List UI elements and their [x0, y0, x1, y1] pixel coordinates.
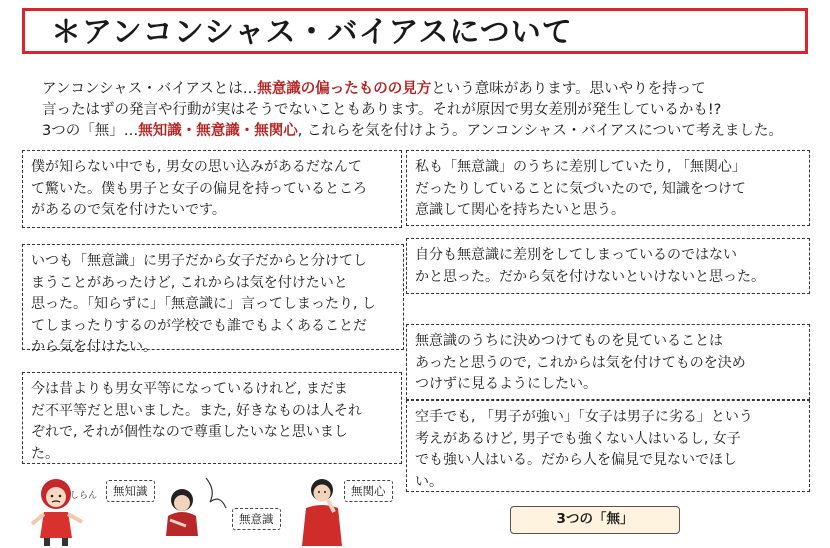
- comment-line: あったと思うので, これからは気を付けてものを決め: [415, 354, 746, 371]
- comment-line: た。: [31, 445, 59, 462]
- comment-box-left-2: [22, 244, 404, 355]
- intro-text: , これらを気を付けよう。アンコンシャス・バイアスについて考えました。: [297, 123, 783, 139]
- intro-line-3: [42, 121, 812, 142]
- comment-line: ぞれで, それが個性なので尊重したいなと思いまし: [31, 424, 348, 440]
- comment-line: 思った。「知らずに」「無意識に」言ってしまったり, し: [31, 296, 376, 312]
- comment-line: 僕が知らない中でも, 男女の思い込みがあるだなんて: [31, 159, 362, 175]
- girl-shrug-illustration: [28, 474, 98, 546]
- comment-box-right-4: [406, 400, 810, 492]
- intro-line-1: [42, 79, 812, 100]
- comment-line: まうことがあったけど, これからは気を付けたいと: [31, 274, 348, 291]
- intro-emphasis: 無知識・無意識・無関心: [138, 123, 298, 139]
- motion-lines-icon: [202, 474, 232, 514]
- comment-line: 私も「無意識」のうちに差別していたり, 「無関心」: [415, 159, 746, 175]
- comment-line: があるので気を付けたいです。: [31, 202, 226, 218]
- label-mu-ishiki: 無意識: [232, 508, 281, 530]
- comment-line: から気を付けたい。: [31, 339, 157, 355]
- comment-line: つけずに見るようにしたい。: [415, 376, 597, 392]
- comment-box-left-3: [22, 372, 402, 464]
- intro-emphasis: 無意識の偏ったものの見方: [257, 81, 432, 97]
- comment-box-left-1: [22, 150, 402, 228]
- comment-line: 空手でも, 「男子が強い」「女子は男子に劣る」という: [415, 409, 753, 425]
- comment-line: 意識して関心を持ちたいと思う。: [415, 202, 625, 218]
- intro-text: という意味があります。思いやりを持って: [431, 81, 706, 97]
- intro-text: アンコンシャス・バイアスとは…: [42, 81, 258, 97]
- title-box: [22, 8, 808, 54]
- comment-line: だ不平等だと思いました。また, 好きなものは人それ: [31, 402, 362, 419]
- comment-line: いつも「無意識」に男子だから女子だからと分けてし: [31, 253, 367, 269]
- label-mu-chishiki: 無知識: [106, 480, 155, 502]
- label-mu-kanshin: 無関心: [344, 480, 393, 502]
- comment-line: だったりしていることに気づいたので, 知識をつけて: [415, 180, 746, 197]
- thinking-boy-illustration: [160, 486, 208, 540]
- intro-paragraph: [42, 79, 812, 142]
- comment-line: 考えがあるけど, 男子でも強くない人はいるし, 女子: [415, 430, 741, 447]
- comment-line: 無意識のうちに決めつけてものを見ていることは: [415, 333, 723, 349]
- page-title: ＊アンコンシャス・バイアスについて: [51, 15, 573, 50]
- intro-text: 3つの「無」…: [42, 123, 139, 139]
- comment-line: 今は昔よりも男女平等になっているけれど, まだま: [31, 381, 348, 397]
- comment-line: 自分も無意識に差別をしてしまっているのではない: [415, 247, 737, 263]
- comment-line: かと思った。だから気を付けないといけないと思った。: [415, 268, 765, 285]
- intro-line-2: 言ったはずの発言や行動が実はそうでないこともあります。それが原因で男女差別が発生しているかも!?: [42, 102, 722, 118]
- comment-line: て驚いた。僕も男子と女子の偏見を持っているところ: [31, 180, 367, 197]
- three-mu-badge: 3つの「無」: [510, 506, 680, 534]
- comment-box-right-2: [406, 238, 810, 294]
- sfx-text: しらん: [70, 491, 98, 501]
- comment-line: い。: [415, 473, 443, 490]
- comment-box-right-3: [406, 324, 810, 400]
- comment-line: てしまったりするのが学校でも誰でもよくあることだ: [31, 317, 367, 334]
- comment-box-right-1: [406, 150, 810, 226]
- comment-line: でも強い人はいる。だから人を偏見で見ないでほし: [415, 452, 737, 468]
